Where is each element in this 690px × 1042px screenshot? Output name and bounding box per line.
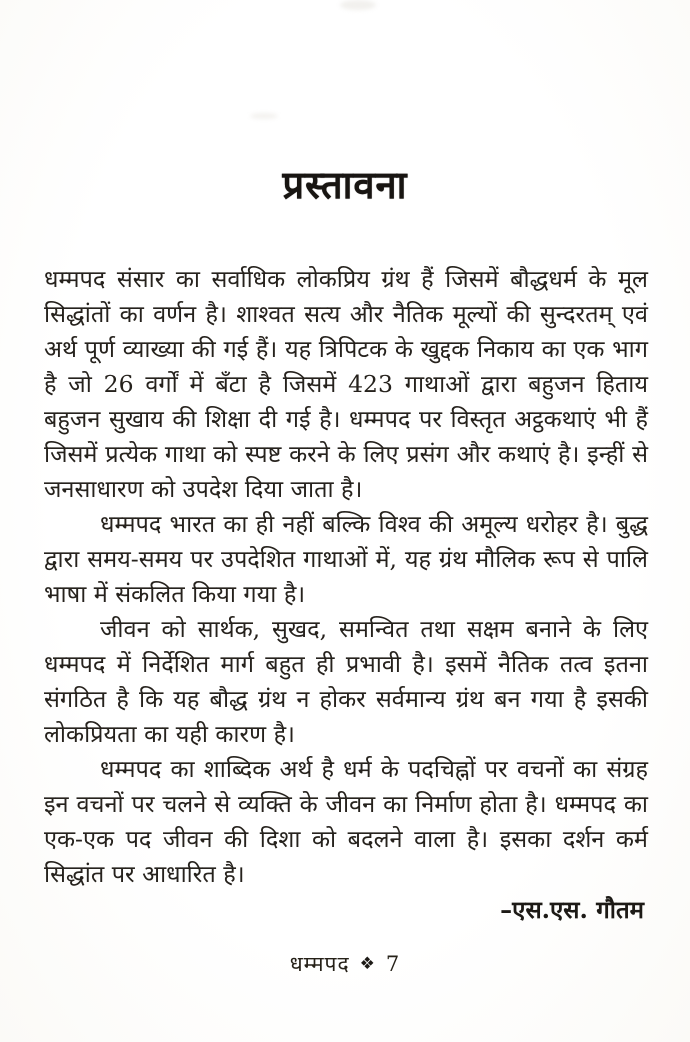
footer-page-number: 7 — [385, 952, 401, 976]
preface-body — [44, 262, 648, 892]
footer-book-title: धम्मपद — [289, 952, 350, 976]
scan-smudge — [250, 113, 278, 119]
paragraph-1: धम्मपद संसार का सर्वाधिक लोकप्रिय ग्रंथ हैं जिसमें बौद्धधर्म के मूल सिद्धांतों का वर्णन है। शाश्वत सत्य और नैतिक मूल्यों की सुन्दरतम् एवं अर्थ पूर्ण व्याख्या की गई हैं। यह त्रिपिटक के खुद्दक निकाय का एक भाग है जो 26 वर्गों में बँटा है जिसमें 423 गाथाओं द्वारा बहुजन हिताय बहुजन सुखाय की शिक्षा दी गई है। धम्मपद पर विस्तृत अट्ठकथाएं भी हैं जिसमें प्रत्येक गाथा को स्पष्ट करने के लिए प्रसंग और कथाएं है। इन्हीं से जनसाधारण को उपदेश दिया जाता है। — [44, 265, 648, 503]
page-title: प्रस्तावना — [282, 162, 408, 207]
diamond-ornament-icon: ❖ — [359, 954, 376, 974]
scan-smudge — [340, 0, 376, 10]
paragraph-2: धम्मपद भारत का ही नहीं बल्कि विश्व की अमूल्य धरोहर है। बुद्ध द्वारा समय-समय पर उपदेशित गाथाओं में, यह ग्रंथ मौलिक रूप से पालि भाषा में संकलित किया गया है। — [44, 510, 648, 608]
page-footer — [0, 950, 690, 978]
paragraph-4: धम्मपद का शाब्दिक अर्थ है धर्म के पदचिह्नों पर वचनों का संग्रह इन वचनों पर चलने से व्यक्ति के जीवन का निर्माण होता है। धम्मपद का एक-एक पद जीवन की दिशा को बदलने वाला है। इसका दर्शन कर्म सिद्धांत पर आधारित है। — [44, 755, 648, 888]
paragraph-3: जीवन को सार्थक, सुखद, समन्वित तथा सक्षम बनाने के लिए धम्मपद में निर्देशित मार्ग बहुत ही प्रभावी है। इसमें नैतिक तत्व इतना संगठित है कि यह बौद्ध ग्रंथ न होकर सर्वमान्य ग्रंथ बन गया है इसकी लोकप्रियता का यही कारण है। — [44, 615, 648, 748]
author-signature: –एस.एस. गौतम — [500, 895, 644, 924]
